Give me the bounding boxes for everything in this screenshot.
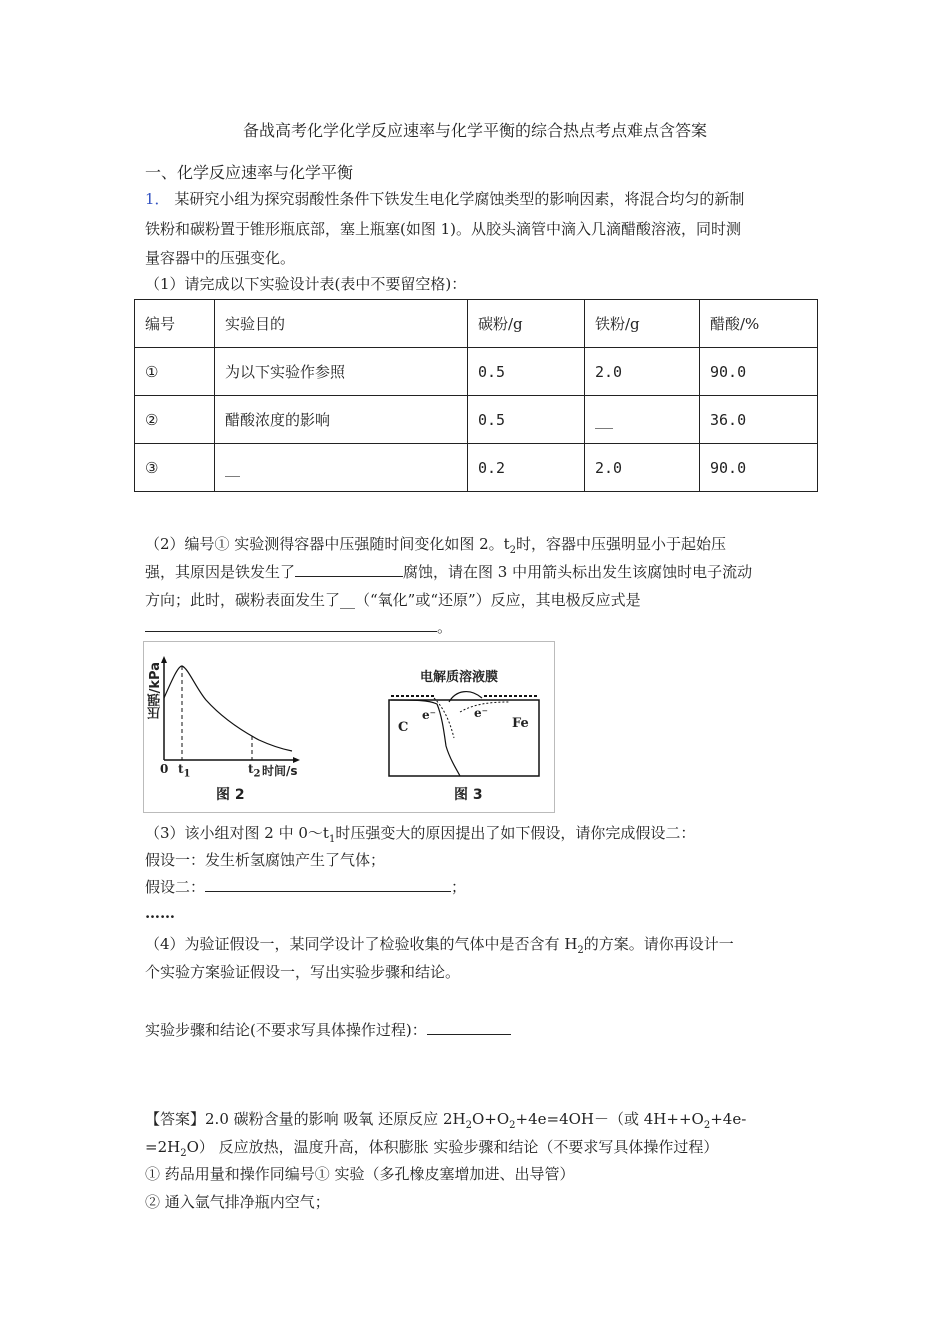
table-header: 实验目的 <box>215 300 468 348</box>
question-line-1: 1． 某研究小组为探究弱酸性条件下铁发生电化学腐蚀类型的影响因素，将混合均匀的新制 <box>145 190 745 208</box>
electrode-box <box>389 700 539 776</box>
table-row <box>135 444 818 492</box>
table-cell: 0.2 <box>468 444 585 492</box>
table-cell: 为以下实验作参照 <box>215 348 468 396</box>
part2-line-3: 方向；此时，碳粉表面发生了__（“氧化”或“还原”）反应，其电极反应式是 <box>145 591 641 609</box>
table-cell: ② <box>135 396 215 444</box>
figures-panel <box>143 641 555 813</box>
fig2-origin: 0 <box>160 762 169 776</box>
answer-line-4: ② 通入氩气排净瓶内空气； <box>145 1193 330 1211</box>
fig3-caption: 图 3 <box>454 787 483 803</box>
table-row <box>135 348 818 396</box>
pressure-curve <box>164 666 292 751</box>
fig3-membrane-label: 电解质溶液膜 <box>420 670 499 685</box>
fig3-iron-label: Fe <box>512 716 529 731</box>
answer-line-3: ① 药品用量和操作同编号① 实验（多孔橡皮塞增加进、出导管） <box>145 1165 575 1183</box>
table-cell: 90.0 <box>700 444 818 492</box>
part4-steps: 实验步骤和结论(不要求写具体操作过程)： <box>145 1015 511 1045</box>
ellipsis: …… <box>145 904 175 922</box>
table-cell: 2.0 <box>585 444 700 492</box>
table-cell-blank: __ <box>215 444 468 492</box>
question-line-2: 铁粉和碳粉置于锥形瓶底部，塞上瓶塞(如图 1)。从胶头滴管中滴入几滴醋酸溶液，同时测 <box>145 220 742 238</box>
table-cell: 2.0 <box>585 348 700 396</box>
fig3-carbon-label: C <box>398 720 409 735</box>
table-header: 编号 <box>135 300 215 348</box>
table-cell: 0.5 <box>468 348 585 396</box>
table-cell: 醋酸浓度的影响 <box>215 396 468 444</box>
table-cell-blank: __ <box>585 396 700 444</box>
fig2-xlabel: 时间/s <box>262 764 298 778</box>
fig2-caption: 图 2 <box>216 787 245 803</box>
table-cell: ① <box>135 348 215 396</box>
part2-line-2: 强，其原因是铁发生了 腐蚀，请在图 3 中用箭头标出发生该腐蚀时电子流动 <box>145 563 753 581</box>
answer-line-1: 【答案】2.0 碳粉含量的影响 吸氧 还原反应 $2H_2O+O_2+4e=4OH-$（或 $4H++O_2+4e-$ <box>145 1110 747 1131</box>
question-line-3: 量容器中的压强变化。 <box>145 249 296 267</box>
answer-line-2: $=2H_2O$） 反应放热，温度升高，体积膨胀 实验步骤和结论（不要求写具体操作过程） <box>145 1138 719 1159</box>
hypothesis-2: 假设二： ； <box>145 878 467 896</box>
part3-line-1: （3）该小组对图 2 中 $0\sim t_1$时压强变大的原因提出了如下假设，请你完成假设二： <box>145 824 696 845</box>
part4-line-1: （4）为验证假设一，某同学设计了检验收集的气体中是否含有 $H_2$的方案。请你再设计一 <box>145 935 734 956</box>
answer-blank <box>295 561 403 577</box>
fig2-t2-label: $t_2$ <box>248 762 261 780</box>
part1-prompt: （1）请完成以下实验设计表(表中不要留空格)： <box>145 275 467 293</box>
solution-film <box>434 698 509 738</box>
fig2-t1-label: $t_1$ <box>178 762 191 780</box>
fig2-ylabel: 压强/kPa <box>148 662 163 720</box>
table-cell: 36.0 <box>700 396 818 444</box>
table-header: 碳粉/g <box>468 300 585 348</box>
hypothesis-1: 假设一：发生析氢腐蚀产生了气体； <box>145 851 386 869</box>
section-heading: 一、化学反应速率与化学平衡 <box>145 163 354 182</box>
table-header: 醋酸/% <box>700 300 818 348</box>
question-number: 1． <box>145 190 170 208</box>
table-cell: ③ <box>135 444 215 492</box>
fig3-electron-1: e⁻ <box>422 708 436 722</box>
answer-blank <box>205 876 451 892</box>
part2-line-4: 。 <box>145 612 452 642</box>
table-header-row <box>135 300 818 348</box>
design-table <box>134 299 818 492</box>
answer-blank <box>145 616 437 632</box>
table-cell: 0.5 <box>468 396 585 444</box>
table-header: 铁粉/g <box>585 300 700 348</box>
part2-line-1: （2）编号① 实验测得容器中压强随时间变化如图 2。$t_2$时，容器中压强明显小于起始压 <box>145 535 727 556</box>
answer-blank <box>427 1019 511 1035</box>
part4-line-2: 个实验方案验证假设一，写出实验步骤和结论。 <box>145 963 461 981</box>
page-title: 备战高考化学化学反应速率与化学平衡的综合热点考点难点含答案 <box>242 121 707 140</box>
table-row <box>135 396 818 444</box>
answer-label: 【答案】 <box>145 1110 206 1128</box>
fig3-electron-2: e⁻ <box>474 706 488 720</box>
table-cell: 90.0 <box>700 348 818 396</box>
